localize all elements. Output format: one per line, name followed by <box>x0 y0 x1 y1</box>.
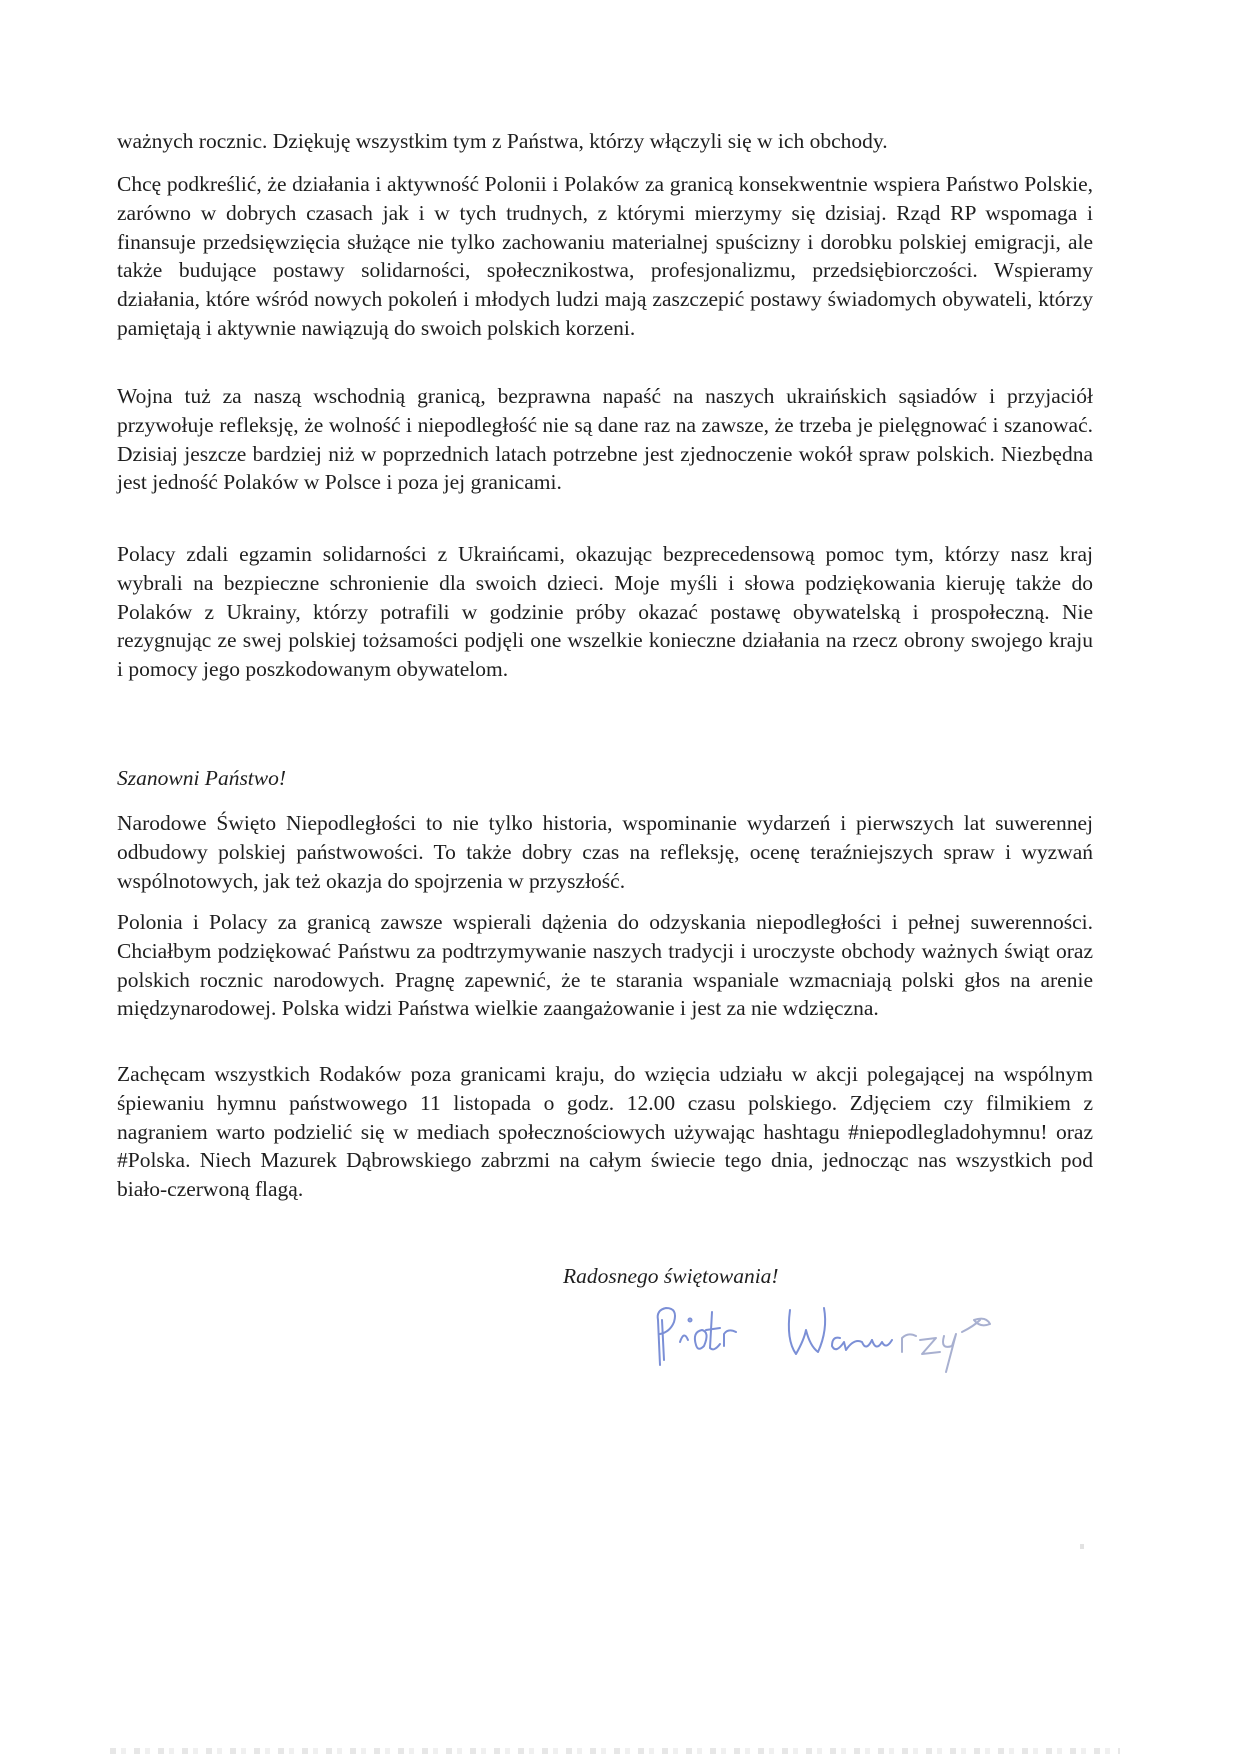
paragraph-text: Chcę podkreślić, że działania i aktywność Polonii i Polaków za granicą konsekwentnie wspiera Państwo Polskie, zarówno w dobrych czasach jak i w tych trudnych, z którymi mierzymy się dzisiaj. Rząd RP wspomaga i finansuje przedsięwzięcia służące nie tylko zachowaniu materialnej spuścizny i dorobku polskiej emigracji, ale także budujące postawy solidarności, społecznikostwa, profesjonalizmu, przedsiębiorczości. Wspieramy działania, które wśród nowych pokoleń i młodych ludzi mają zaszczepić postawy świadomych obywateli, którzy pamiętają i aktywnie nawiązują do swoich polskich korzeni. <box>117 172 1093 340</box>
paragraph-text: Polonia i Polacy za granicą zawsze wspierali dążenia do odzyskania niepodległości i pełnej suwerenności. Chciałbym podziękować Państwu za podtrzymywanie naszych tradycji i uroczyste obchody ważnych świąt oraz polskich rocznic narodowych. Pragnę zapewnić, że te starania wspaniale wzmacniają polski głos na arenie międzynarodowej. Polska widzi Państwa wielkie zaangażowanie i jest za nie wdzięczna. <box>117 910 1093 1021</box>
paragraph-solidarity-ukraine <box>117 540 1093 684</box>
cut-off-text-line <box>110 1748 1120 1754</box>
salutation-text: Szanowni Państwo! <box>117 766 287 790</box>
paragraph-closing-fragment <box>117 127 1093 156</box>
paragraph-polonia-thanks <box>117 908 1093 1023</box>
paragraph-anthem-invitation <box>117 1060 1093 1204</box>
paragraph-text: Zachęcam wszystkich Rodaków poza granicami kraju, do wzięcia udziału w akcji polegającej na wspólnym śpiewaniu hymnu państwowego 11 listopada o godz. 12.00 czasu polskiego. Zdjęciem czy filmikiem z nagraniem warto podzielić się w mediach społecznościowych używając hashtagu #niepodlegladohymnu! oraz #Polska. Niech Mazurek Dąbrowskiego zabrzmi na całym świecie tego dnia, jednocząc nas wszystkich pod biało-czerwoną flagą. <box>117 1062 1093 1202</box>
paragraph-war <box>117 382 1093 497</box>
paragraph-text: ważnych rocznic. Dziękuję wszystkim tym z Państwa, którzy włączyli się w ich obchody. <box>117 129 888 153</box>
paragraph-text: Polacy zdali egzamin solidarności z Ukraińcami, okazując bezprecedensową pomoc tym, którzy nasz kraj wybrali na bezpieczne schronienie dla swoich dzieci. Moje myśli i słowa podziękowania kieruję także do Polaków z Ukrainy, którzy potrafili w godzinie próby okazać postawę obywatelską i prospołeczną. Nie rezygnując ze swej polskiej tożsamości podjęli one wszelkie konieczne działania na rzecz obrony swojego kraju i pomocy jego poszkodowanym obywatelom. <box>117 542 1093 682</box>
salutation <box>117 764 1093 793</box>
paragraph-polonia-support <box>117 170 1093 343</box>
paragraph-text: Wojna tuż za naszą wschodnią granicą, bezprawna napaść na naszych ukraińskich sąsiadów i przyjaciół przywołuje refleksję, że wolność i niepodległość nie są dane raz na zawsze, że trzeba je pielęgnować i szanować. Dzisiaj jeszcze bardziej niż w poprzednich latach potrzebne jest zjednoczenie wokół spraw polskich. Niezbędna jest jedność Polaków w Polsce i poza jej granicami. <box>117 384 1093 495</box>
closing-greeting: Radosnego świętowania! <box>563 1264 779 1288</box>
handwritten-signature <box>640 1290 1040 1380</box>
paragraph-text: Narodowe Święto Niepodległości to nie tylko historia, wspominanie wydarzeń i pierwszych lat suwerennej odbudowy polskiej państwowości. To także dobry czas na refleksję, ocenę teraźniejszych spraw i wyzwań wspólnotowych, jak też okazja do spojrzenia w przyszłość. <box>117 811 1093 893</box>
scan-speck <box>1080 1544 1084 1549</box>
paragraph-independence-day <box>117 809 1093 895</box>
